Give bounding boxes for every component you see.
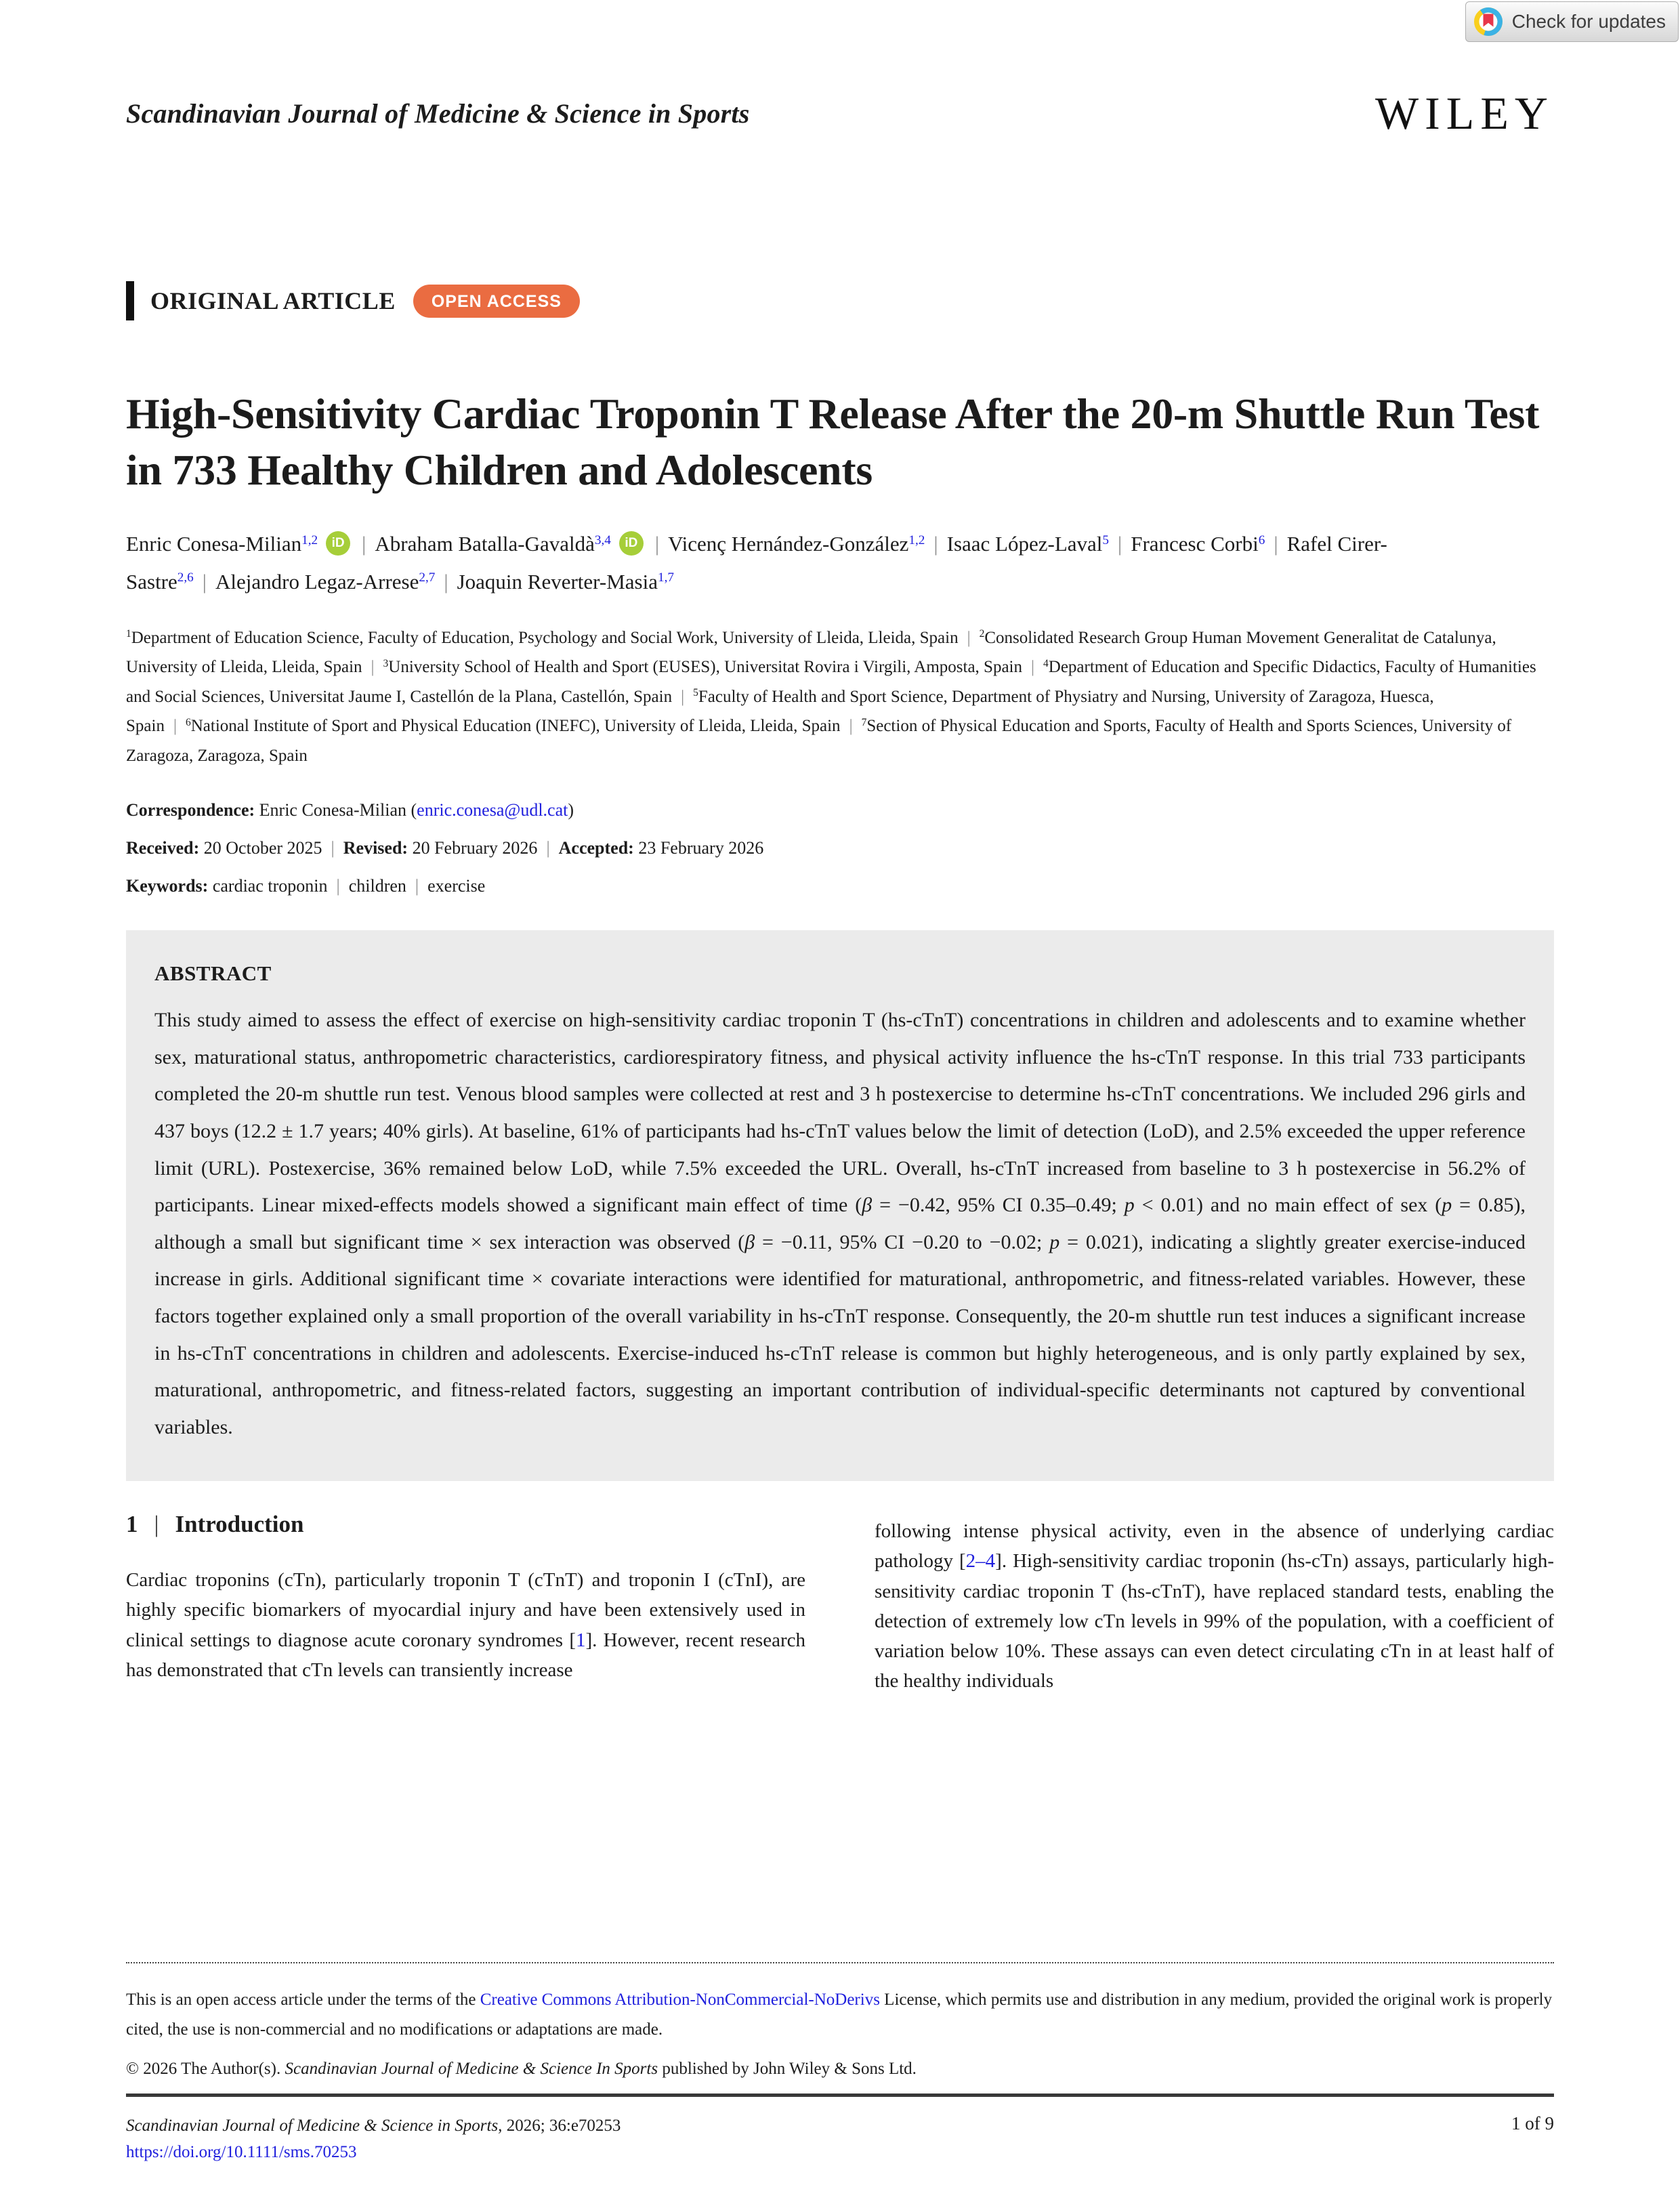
check-for-updates-label: Check for updates [1511,11,1666,32]
intro-right-column [875,1511,1554,1695]
journal-citation [126,2113,621,2166]
reference-link-1[interactable]: 1 [576,1629,586,1651]
article-title: High-Sensitivity Cardiac Troponin T Release After the 20-m Shuttle Run Test in 733 Healthy Children and Adolescents [126,390,1540,495]
dates-line: Received: 20 October 2025 | Revised: 20 February 2026 | Accepted: 23 February 2026 [126,838,764,858]
abstract-box [126,930,1554,1481]
page-footer [126,2094,1554,2166]
abstract-heading: ABSTRACT [154,961,272,986]
cc-license-link[interactable]: Creative Commons Attribution-NonCommercial-NoDerivs [480,1991,880,2009]
doi-link[interactable]: https://doi.org/10.1111/sms.70253 [126,2142,357,2161]
reference-link-2-4[interactable]: 2–4 [965,1550,996,1572]
article-type-label: ORIGINAL ARTICLE [150,287,396,314]
correspondence-line: Correspondence: Enric Conesa-Milian (enric.conesa@udl.cat) [126,800,574,820]
wiley-logo: WILEY [1374,87,1554,139]
introduction-section [126,1511,1554,1695]
abstract-text: This study aimed to assess the effect of exercise on high-sensitivity cardiac troponin T (hs-cTnT) concentrations in children and adolescents and to examine whether sex, maturational status, anthropometric characteristics, cardiorespiratory fitness, and physical activity influence the hs-cTnT response. In this trial 733 participants completed the 20-m shuttle run test. Venous blood samples were collected at rest and 3 h postexercise to determine hs-cTnT concentrations. We included 296 girls and 437 boys (12.2 ± 1.7 years; 40% girls). At baseline, 61% of participants had hs-cTnT values below the limit of detection (LoD), and 2.5% exceeded the upper reference limit (URL). Postexercise, 36% remained below LoD, while 7.5% exceeded the URL. Overall, hs-cTnT increased from baseline to 3 h postexercise in 56.2% of participants. Linear mixed-effects models showed a significant main effect of time (β = −0.42, 95% CI 0.35–0.49; p < 0.01) and no main effect of sex (p = 0.85), although a small but significant time × sex interaction was observed (β = −0.11, 95% CI −0.20 to −0.02; p = 0.021), indicating a slightly greater exercise-induced increase in girls. Additional significant time × covariate interactions were identified for maturational, anthropometric, and fitness-related variables. However, these factors together explained only a small proportion of the overall variability in hs-cTnT response. Consequently, the 20-m shuttle run test induces a significant increase in hs-cTnT concentrations in children and adolescents. Exercise-induced hs-cTnT release is common but highly heterogeneous, and is only partly explained by sex, maturational, anthropometric, and fitness-related factors, suggesting an important contribution of individual-specific determinants not captured by conventional variables. [154,1009,1526,1438]
correspondence-email-link[interactable]: enric.conesa@udl.cat [417,800,568,820]
orcid-icon[interactable]: iD [619,531,644,556]
citation-text: Scandinavian Journal of Medicine & Science in Sports, 2026; 36:e70253 [126,2117,621,2135]
journal-name: Scandinavian Journal of Medicine & Science in Sports [126,98,750,129]
intro-left-column [126,1511,805,1695]
license-text: This is an open access article under the terms of the Creative Commons Attribution-NonCommercial-NoDerivs License, which permits use and distribution in any medium, provided the original work is properly cited, the use is non-commercial and no modifications or adaptations are made. [126,1991,1553,2039]
page-number: 1 of 9 [1511,2113,1554,2133]
masthead [126,0,1554,140]
author-list: Enric Conesa-Milian$^{1,2}$ iD | Abraham Batalla-Gavaldà$^{3,4}$ iD | Vicenç Hernández-González$^{1,2}$ | Isaac López-Laval$^5$ | Francesc Corbi$^6$ | Rafel Cirer-Sastre$^{2,6}$ | Alejandro Legaz-Arrese$^{2,7}$ | Joaquin Reverter-Masia$^{1,7}$ [126,532,1387,593]
crossmark-icon [1473,6,1504,37]
intro-paragraph-right: following intense physical activity, even in the absence of underlying cardiac pathology [2–4]. High-sensitivity cardiac troponin (hs-cTn) assays, particularly high-sensitivity cardiac troponin T (hs-cTnT), have replaced standard tests, enabling the detection of extremely low cTn levels in 99% of the population, with a coefficient of variation below 10%. These assays can even detect circulating cTn in at least half of the healthy individuals [875,1520,1554,1692]
copyright-text: © 2026 The Author(s). Scandinavian Journal of Medicine & Science In Sports published by John Wiley & Sons Ltd. [126,2059,917,2078]
open-access-badge: OPEN ACCESS [413,285,580,318]
license-footnote [126,1962,1554,2083]
introduction-heading: 1 | Introduction [126,1511,304,1538]
intro-paragraph-left: Cardiac troponins (cTn), particularly troponin T (cTnT) and troponin I (cTnI), are highly specific biomarkers of myocardial injury and have been extensively used in clinical settings to diagnose acute coronary syndromes [1]. However, recent research has demonstrated that cTn levels can transiently increase [126,1569,805,1681]
check-for-updates-button[interactable] [1465,1,1679,42]
orcid-icon[interactable]: iD [326,531,350,556]
keywords-line: Keywords: cardiac troponin | children | exercise [126,876,486,896]
affiliations: $^1$Department of Education Science, Faculty of Education, Psychology and Social Work, University of Lleida, Lleida, Spain | $^2$Consolidated Research Group Human Movement Generalitat de Catalunya, University of Lleida, Lleida, Spain | $^3$University School of Health and Sport (EUSES), Universitat Rovira i Virgili, Amposta, Spain | $^4$Department of Education and Specific Didactics, Faculty of Humanities and Social Sciences, Universitat Jaume I, Castellón de la Plana, Castellón, Spain | $^5$Faculty of Health and Sport Science, Department of Physiatry and Nursing, University of Zaragoza, Huesca, Spain | $^6$National Institute of Sport and Physical Education (INEFC), University of Lleida, Lleida, Spain | $^7$Section of Physical Education and Sports, Faculty of Health and Sports Sciences, University of Zaragoza, Zaragoza, Spain [126,628,1536,765]
article-type-row [126,281,1554,320]
article-type-bar [126,281,134,320]
